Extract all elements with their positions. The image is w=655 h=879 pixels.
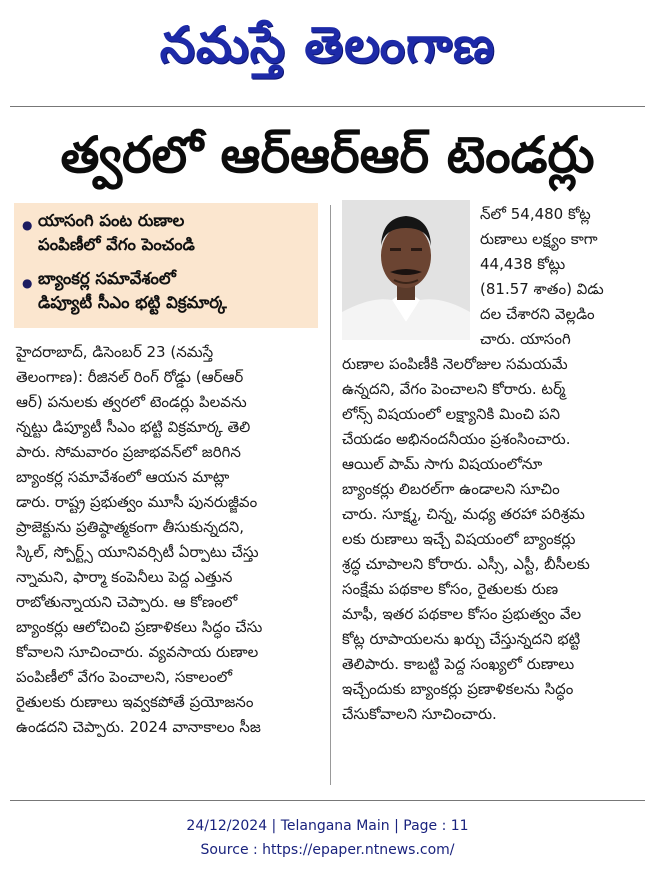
portrait-photo <box>342 200 470 340</box>
highlight-item <box>22 209 314 257</box>
top-divider <box>10 106 645 107</box>
bullet-icon: ● <box>22 276 33 290</box>
highlight-text: బ్యాంకర్ల సమావేశంలో డిప్యూటీ సీఎం భట్టి విక్రమార్క <box>38 269 227 312</box>
article-text-left-column: హైదరాబాద్, డిసెంబర్ 23 (నమస్తే తెలంగాణ): రీజినల్ రింగ్ రోడ్డు (ఆర్‌ఆర్ ఆర్) పనులకు త్వరలో టెండర్లు పిలవను న్నట్టు డిప్యూటీ సీఎం భట్టి విక్రమార్క తెలి పారు. సోమవారం ప్రజాభవన్‌లో జరిగిన బ్యాంకర్ల సమావేశంలో ఆయన మాట్లా డారు. రాష్ట్ర ప్రభుత్వం మూసీ పునరుజ్జీవం ప్రాజెక్టును ప్రతిష్ఠాత్మకంగా తీసుకున్నదని, స్కిల్, స్పోర్ట్స్ యూనివర్సిటీ ఏర్పాటు చేస్తు న్నామని, ఫార్మా కంపెనీలు పెద్ద ఎత్తున రాబోతున్నాయని చెప్పారు. ఆ కోణంలో బ్యాంకర్లు ఆలోచించి ప్రణాళికలు సిద్ధం చేసు కోవాలని సూచించారు. వ్యవసాయ రుణాల పంపిణీలో వేగం పెంచాలని, సకాలంలో రైతులకు రుణాలు ఇవ్వకపోతే ప్రయోజనం ఉండదని చెప్పారు. 2024 వానాకాలం సీజ <box>16 343 263 736</box>
highlights-box <box>14 203 318 328</box>
article-text-right-column: రుణాల పంపిణీకి నెలరోజుల సమయమే ఉన్నదని, వేగం పెంచాలని కోరారు. టర్మ్ లోన్స్ విషయంలో లక్ష్యానికి మించి పని చేయడం అభినందనీయం ప్రశంసించారు. ఆయిల్ పామ్ సాగు విషయంలోనూ బ్యాంకర్లు లిబరల్‌గా ఉండాలని సూచిం చారు. సూక్ష్మ, చిన్న, మధ్య తరహా పరిశ్రమ లకు రుణాలు ఇచ్చే విషయంలో బ్యాంకర్లు శ్రద్ధ చూపాలని కోరారు. ఎస్సీ, ఎస్టీ, బీసీలకు సంక్షేమ పథకాల కోసం, రైతులకు రుణ మాఫీ, ఇతర పథకాల కోసం ప్రభుత్వం వేల కోట్ల రూపాయలను ఖర్చు చేస్తున్నదని భట్టి తెలిపారు. కాబట్టి పెద్ద సంఖ్యలో రుణాలు ఇచ్చేందుకు బ్యాంకర్లు ప్రణాళికలను సిద్ధం చేసుకోవాలని సూచించారు. <box>342 355 590 723</box>
article-text-right-top: న్‌లో 54,480 కోట్ల రుణాలు లక్ష్యం కాగా 44,438 కోట్లు (81.57 శాతం) విడు దల చేశారని వెల్లడిం చారు. యాసంగి <box>480 205 604 348</box>
footer-date-edition: 24/12/2024 | Telangana Main | Page : 11 <box>186 818 469 834</box>
highlight-text: యాసంగి పంట రుణాల పంపిణీలో వేగం పెంచండి <box>38 211 195 254</box>
footer-source-link[interactable]: Source : https://epaper.ntnews.com/ <box>200 842 455 858</box>
highlight-item <box>22 267 314 315</box>
person-portrait-image <box>342 200 470 340</box>
bottom-divider <box>10 800 645 801</box>
article-headline: త్వరలో ఆర్‌ఆర్‌ఆర్ టెండర్లు <box>60 126 595 184</box>
newspaper-masthead: నమస్తే తెలంగాణ <box>159 16 496 74</box>
column-divider <box>330 205 331 785</box>
bullet-icon: ● <box>22 218 33 232</box>
